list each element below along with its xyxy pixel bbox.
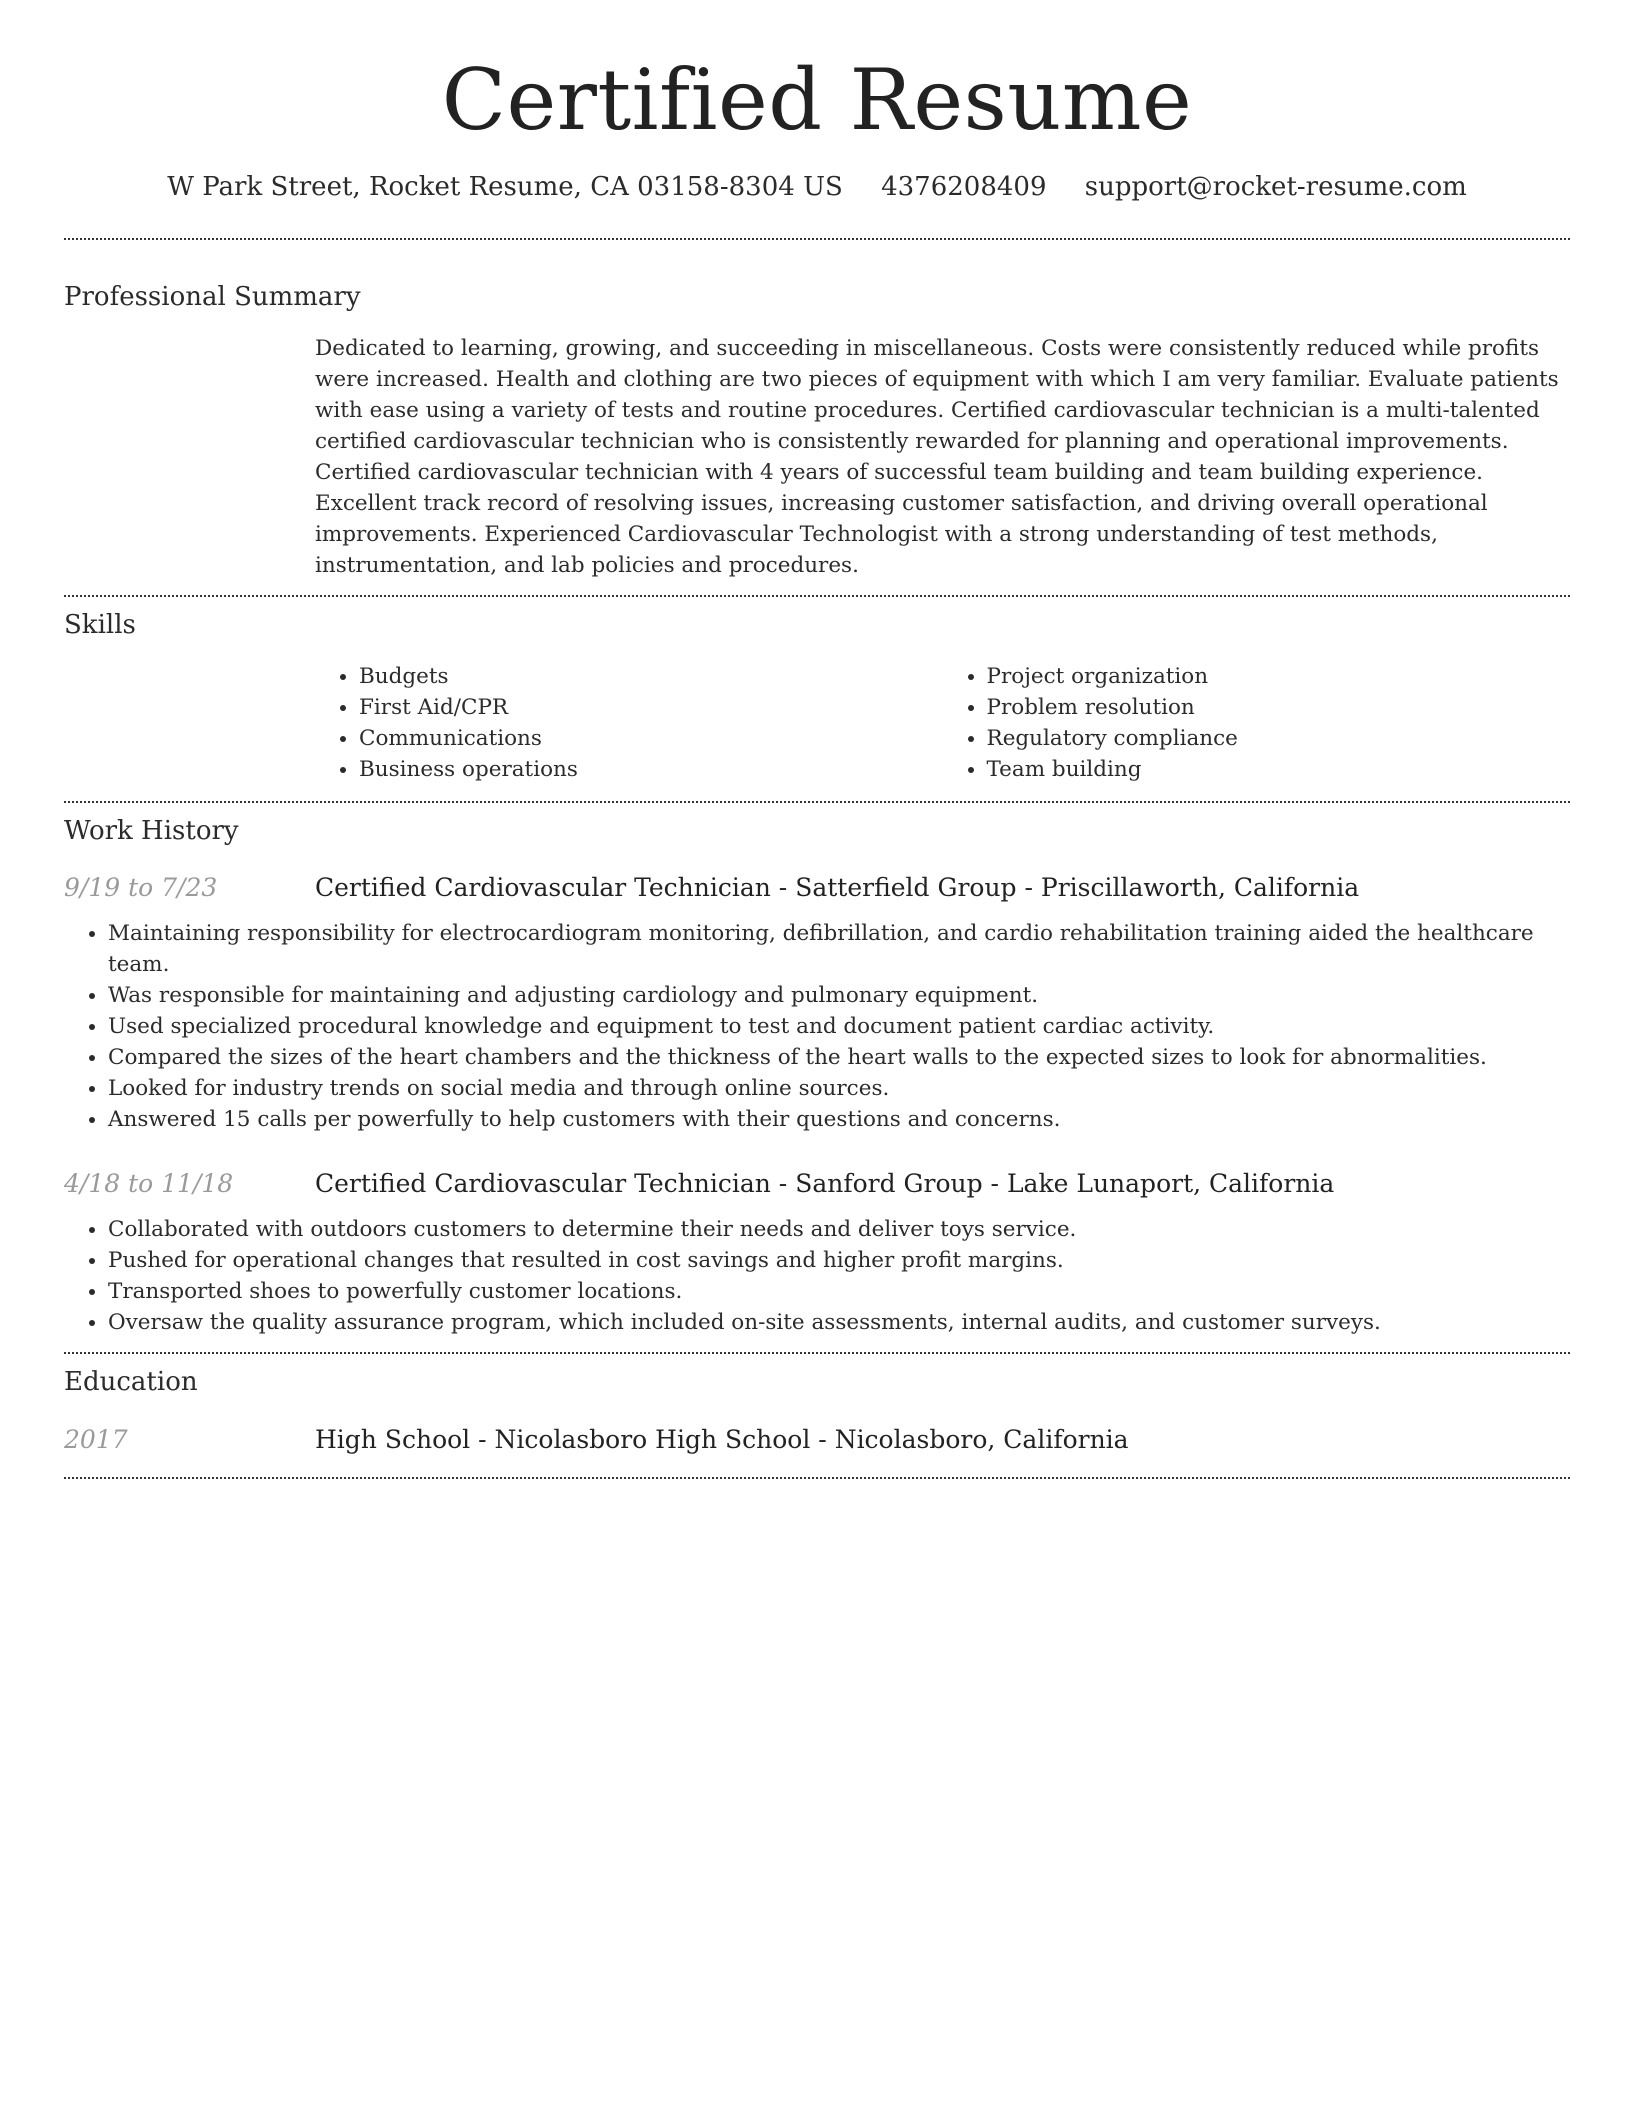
skills-grid (315, 661, 1570, 785)
skills-title: Skills (64, 610, 136, 640)
job-bullet: • Collaborated with outdoors customers to determine their needs and deliver toys service. (108, 1214, 1570, 1245)
job-date: 4/18 to 11/18 (64, 1169, 234, 1198)
job-title: Certified Cardiovascular Technician - Satterfield Group - Priscillaworth, California (315, 873, 1360, 902)
job-bullet: • Answered 15 calls per powerfully to help customers with their questions and concerns. (108, 1104, 1570, 1135)
contact-address: W Park Street, Rocket Resume, CA 03158-8304 US (167, 172, 843, 202)
summary-title: Professional Summary (64, 282, 361, 312)
skill-item: • First Aid/CPR (359, 692, 943, 723)
job-date: 9/19 to 7/23 (64, 873, 218, 902)
skill-item: • Project organization (987, 661, 1571, 692)
skill-item: • Regulatory compliance (987, 723, 1571, 754)
education-entry (64, 1423, 1570, 1457)
divider (64, 801, 1570, 803)
job-entry (64, 871, 1570, 1135)
skills-list-left (315, 661, 943, 785)
skill-item: • Business operations (359, 754, 943, 785)
divider (64, 1477, 1570, 1479)
job-bullets (64, 1214, 1570, 1338)
job-bullet: • Transported shoes to powerfully customer locations. (108, 1276, 1570, 1307)
contact-email: support@rocket-resume.com (1084, 172, 1467, 202)
job-bullet: • Maintaining responsibility for electrocardiogram monitoring, defibrillation, and cardio rehabilitation training aided the healthcare team. (108, 918, 1570, 980)
summary-section (64, 280, 1570, 581)
job-bullet: • Used specialized procedural knowledge and equipment to test and document patient cardiac activity. (108, 1011, 1570, 1042)
summary-text: Dedicated to learning, growing, and succeeding in miscellaneous. Costs were consistently reduced while profits were increased. Health and clothing are two pieces of equipment with which I am very familiar. Evaluate patients with ease using a variety of tests and routine procedures. Certified cardiovascular technician is a multi-talented certified cardiovascular technician who is consistently rewarded for planning and operational improvements. Certified cardiovascular technician with 4 years of successful team building and team building experience. Excellent track record of resolving issues, increasing customer satisfaction, and driving overall operational improvements. Experienced Cardiovascular Technologist with a strong understanding of test methods, instrumentation, and lab policies and procedures. (315, 336, 1559, 578)
skill-item: • Team building (987, 754, 1571, 785)
job-bullets (64, 918, 1570, 1135)
skill-item: • Budgets (359, 661, 943, 692)
education-section (64, 1365, 1570, 1457)
job-entry (64, 1167, 1570, 1338)
work-section (64, 814, 1570, 1338)
divider (64, 1352, 1570, 1354)
skill-item: • Communications (359, 723, 943, 754)
skills-list-right (943, 661, 1571, 785)
divider (64, 595, 1570, 597)
resume-name: Certified Resume (441, 51, 1193, 149)
education-title-line: High School - Nicolasboro High School - Nicolasboro, California (315, 1425, 1129, 1454)
divider (64, 238, 1570, 240)
skill-item: • Problem resolution (987, 692, 1571, 723)
skills-section (64, 608, 1570, 785)
resume-page (64, 0, 1570, 1479)
work-title: Work History (64, 816, 239, 846)
contact-phone: 4376208409 (881, 172, 1047, 202)
job-bullet: • Pushed for operational changes that resulted in cost savings and higher profit margins. (108, 1245, 1570, 1276)
education-date: 2017 (64, 1425, 128, 1454)
contact-line (64, 170, 1570, 204)
job-bullet: • Oversaw the quality assurance program, which included on-site assessments, internal audits, and customer surveys. (108, 1307, 1570, 1338)
job-bullet: • Compared the sizes of the heart chambers and the thickness of the heart walls to the expected sizes to look for abnormalities. (108, 1042, 1570, 1073)
job-bullet: • Was responsible for maintaining and adjusting cardiology and pulmonary equipment. (108, 980, 1570, 1011)
education-title: Education (64, 1367, 198, 1397)
job-bullet: • Looked for industry trends on social media and through online sources. (108, 1073, 1570, 1104)
job-title: Certified Cardiovascular Technician - Sanford Group - Lake Lunaport, California (315, 1169, 1335, 1198)
